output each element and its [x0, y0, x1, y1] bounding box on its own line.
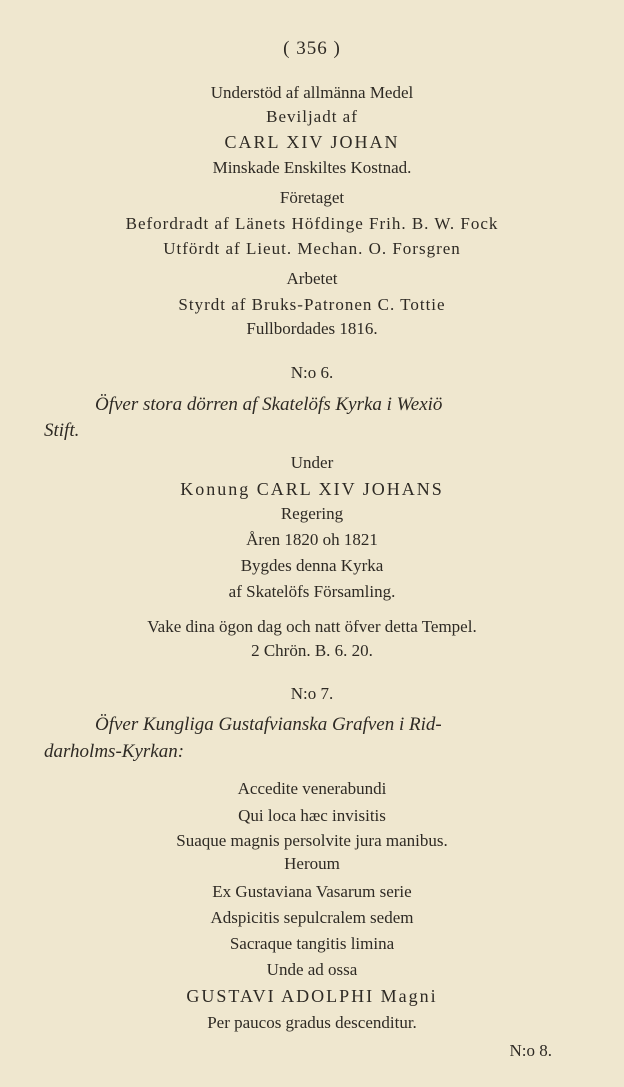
text-line: Understöd af allmänna Medel [210, 83, 414, 102]
text-line: Suaque magnis persolvite jura manibus. [176, 831, 448, 850]
section-heading: Öfver Kungliga Gustafvianska Grafven i Rid- [95, 714, 442, 735]
text-line: Beviljadt af [266, 107, 358, 126]
section-number: N:o 6. [290, 363, 334, 382]
section-heading-continued: darholms-Kyrkan: [44, 741, 185, 762]
text-line: Arbetet [286, 269, 338, 288]
text-line: Unde ad ossa [266, 960, 358, 979]
section-heading: Öfver stora dörren af Skatelöfs Kyrka i Wexiö [95, 394, 443, 415]
text-line: Qui loca hæc invisitis [238, 806, 386, 825]
text-line: Fullbordades 1816. [246, 319, 378, 338]
text-line: Befordradt af Länets Höfdinge Frih. B. W. Fock [125, 214, 499, 233]
text-line: Företaget [279, 188, 345, 207]
text-line: CARL XIV JOHAN [224, 132, 400, 152]
text-line: Ex Gustaviana Vasarum serie [212, 882, 412, 901]
text-line: GUSTAVI ADOLPHI Magni [186, 986, 438, 1006]
text-line: Styrdt af Bruks-Patronen C. Tottie [178, 295, 446, 314]
text-line: Under [290, 453, 334, 472]
text-line: Vake dina ögon dag och natt öfver detta Tempel. [147, 617, 477, 636]
text-line: Bygdes denna Kyrka [240, 556, 384, 575]
text-line: Sacraque tangitis limina [229, 934, 395, 953]
text-line: Accedite venerabundi [237, 779, 387, 798]
page-number: ( 356 ) [283, 38, 341, 59]
catchword: N:o 8. [509, 1041, 552, 1060]
text-line: Adspicitis sepulcralem sedem [210, 908, 414, 927]
text-line: Konung CARL XIV JOHANS [180, 479, 444, 499]
text-line: 2 Chrön. B. 6. 20. [251, 641, 373, 660]
text-line: Åren 1820 oh 1821 [246, 530, 378, 549]
text-line: Per paucos gradus descenditur. [207, 1013, 417, 1032]
section-heading-continued: Stift. [44, 420, 80, 441]
section-number: N:o 7. [290, 684, 334, 703]
text-line: af Skatelöfs Församling. [228, 582, 396, 601]
text-line: Heroum [284, 854, 340, 873]
text-line: Utfördt af Lieut. Mechan. O. Forsgren [163, 239, 461, 258]
text-line: Regering [280, 504, 344, 523]
text-line: Minskade Enskiltes Kostnad. [212, 158, 412, 177]
